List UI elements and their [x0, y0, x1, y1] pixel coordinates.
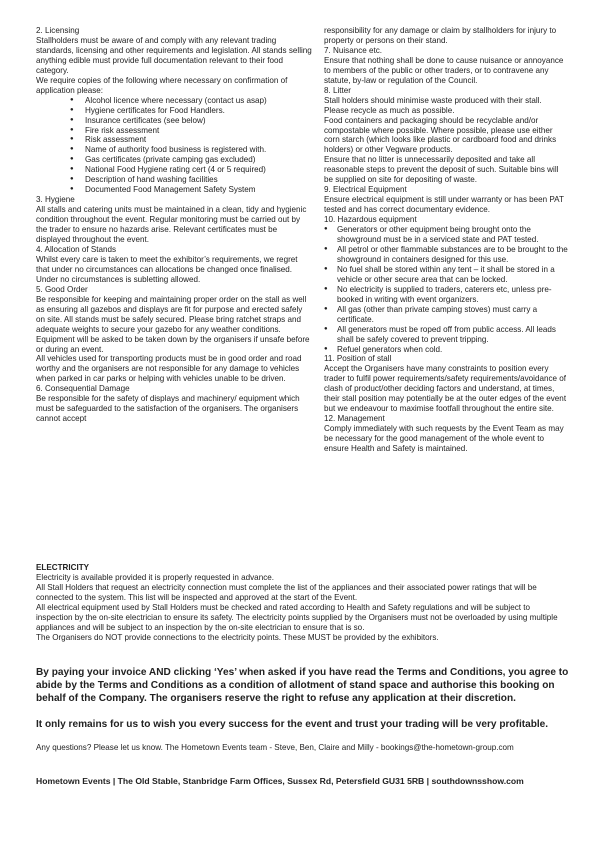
- licensing-document-list: [36, 96, 312, 196]
- electricity-heading: ELECTRICITY: [36, 563, 90, 572]
- left-column: [36, 26, 312, 424]
- footer-address: Hometown Events | The Old Stable, Stanbridge Farm Offices, Sussex Rd, Petersfield GU31 5RB | southdownsshow.com: [36, 776, 524, 786]
- list-item: ● Risk assessment: [36, 135, 312, 145]
- electricity-paragraph: All electrical equipment used by Stall Holders must be checked and rated according to Health and Safety regulations and will be subject to inspection by the on-site electrician to ensure its safety. The electricity points supplied by the Organisers must not be overloaded by using multiple appliances and will be subject to an inspection by the on-site electrician to ensure that is so.: [36, 602, 558, 632]
- list-item: ● National Food Hygiene rating cert (4 or 5 required): [36, 165, 312, 175]
- consequential-damage-continued: responsibility for any damage or claim by stallholders for injury to property or persons on their stand.: [324, 26, 557, 45]
- list-item: ● All gas (other than private camping stoves) must carry a certificate.: [324, 305, 568, 325]
- list-item: ● Alcohol licence where necessary (contact us asap): [36, 96, 312, 106]
- section-heading-hygiene: 3. Hygiene: [36, 195, 75, 205]
- section-heading-nuisance: 7. Nuisance etc.: [324, 45, 383, 55]
- licensing-paragraph: Stallholders must be aware of and comply with any relevant trading standards, licensing and other requirements and legislation. All stands selling anything edible must provide full documentation relevant to their food category.: [36, 35, 312, 75]
- contact-line: Any questions? Please let us know. The Hometown Events team - Steve, Ben, Claire and Milly - bookings@the-hometown-group.com: [36, 743, 514, 752]
- list-item: ● Description of hand washing facilities: [36, 175, 312, 185]
- hygiene-paragraph: All stalls and catering units must be maintained in a clean, tidy and hygienic condition throughout the event. Regular monitoring must be carried out by the trader to ensure no hazards arise. Relevant certificates must be displayed throughout the event.: [36, 205, 307, 245]
- licensing-requirements-intro: We require copies of the following where necessary on confirmation of application please:: [36, 75, 288, 95]
- litter-paragraph: Stall holders should minimise waste produced with their stall. Please recycle as much as possible.: [324, 95, 542, 115]
- list-item: ● Documented Food Management Safety System: [36, 185, 312, 195]
- list-item: ● Insurance certificates (see below): [36, 116, 312, 126]
- electricity-paragraph: The Organisers do NOT provide connections to the electricity points. These MUST be provided by the exhibitors.: [36, 632, 439, 642]
- section-heading-good-order: 5. Good Order: [36, 284, 88, 294]
- list-item: ● Hygiene certificates for Food Handlers.: [36, 106, 312, 116]
- list-item: ● Refuel generators when cold.: [324, 345, 568, 355]
- list-item: ● No fuel shall be stored within any tent – it shall be stored in a vehicle or other secure area that can be locked.: [324, 265, 568, 285]
- list-item: ● All petrol or other flammable substances are to be brought to the showground in containers designed for this use.: [324, 245, 568, 265]
- list-item: ● Gas certificates (private camping gas excluded): [36, 155, 312, 165]
- nuisance-paragraph: Ensure that nothing shall be done to cause nuisance or annoyance to members of the public or other traders, or to contravene any statute, by-law or regulation of the Council.: [324, 55, 564, 85]
- list-item: ● Name of authority food business is registered with.: [36, 145, 312, 155]
- hazardous-equipment-list: [324, 225, 568, 354]
- electricity-section: [36, 563, 566, 643]
- list-item: ● Generators or other equipment being brought onto the showground must be in a serviced state and PAT tested.: [324, 225, 568, 245]
- packaging-paragraph: Food containers and packaging should be recyclable and/or compostable where possible. Where possible, please use either corn starch (which looks like plastic or cardboard food and drinks holders) or other Vegware products.: [324, 115, 557, 155]
- consequential-damage-paragraph: Be responsible for the safety of displays and machinery/ equipment which must be safeguarded to the satisfaction of the organisers. The organisers cannot accept: [36, 394, 300, 424]
- good-order-paragraph: Be responsible for keeping and maintaining proper order on the stall as well as ensuring all gazebos and displays are fit for purpose and erected safely on site. All stands must be safely secured. Please bring ratchet straps and adequate weights to secure your gazebo for any weather conditions. Equipment will be asked to be taken down by the organisers if unsafe before or during an event.: [36, 294, 310, 354]
- position-of-stall-paragraph: Accept the Organisers have many constraints to position every trader to fulfil power requirements/safety requirements/avoidance of clash of product/other deciding factors and understand, at times, their stall position may potentially be at the outer edges of the event but we endeavour to maximise footfall throughout the entire site.: [324, 364, 567, 414]
- section-heading-position-of-stall: 11. Position of stall: [324, 354, 392, 364]
- section-heading-litter: 8. Litter: [324, 85, 351, 95]
- list-item: ● All generators must be roped off from public access. All leads shall be safely covered to prevent tripping.: [324, 325, 568, 345]
- litter-deposit-paragraph: Ensure that no litter is unnecessarily deposited and take all reasonable steps to prevent the deposit of such. Suitable bins will be supplied on site for depositing of waste.: [324, 155, 559, 185]
- list-item: ● No electricity is supplied to traders, caterers etc, unless pre-booked in writing with event organizers.: [324, 285, 568, 305]
- electrical-equipment-paragraph: Ensure electrical equipment is still under warranty or has been PAT tested and has correct documentary evidence.: [324, 195, 564, 215]
- list-item: ● Fire risk assessment: [36, 126, 312, 136]
- electricity-paragraph: All Stall Holders that request an electricity connection must complete the list of the appliances and their associated power ratings that will be connected to the system. This list will be inspected and approved at the start of the Event.: [36, 582, 537, 602]
- vehicles-paragraph: All vehicles used for transporting products must be in good order and road worthy and the organisers are not responsible for any damage to vehicles when parked in car parks or helping with vehicles unable to be driven.: [36, 354, 302, 384]
- section-heading-licensing: 2. Licensing: [36, 26, 80, 35]
- right-column: [324, 26, 568, 454]
- terms-agreement-statement: By paying your invoice AND clicking ‘Yes’ when asked if you have read the Terms and Conditions, you agree to abide by the Terms and Conditions as a condition of allotment of stand space and authorise this booking on behalf of the Company. The organisers reserve the right to refuse any application at their discretion.: [36, 667, 569, 704]
- section-heading-consequential-damage: 6. Consequential Damage: [36, 384, 130, 394]
- section-heading-allocation: 4. Allocation of Stands: [36, 244, 117, 254]
- management-paragraph: Comply immediately with such requests by the Event Team as may be necessary for the good management of the whole event to ensure Health and Safety is maintained.: [324, 424, 564, 454]
- closing-wish: It only remains for us to wish you every success for the event and trust your trading will be very profitable.: [36, 719, 549, 730]
- section-heading-electrical-equipment: 9. Electrical Equipment: [324, 185, 407, 195]
- section-heading-management: 12. Management: [324, 414, 385, 424]
- allocation-paragraph: Whilst every care is taken to meet the exhibitor’s requirements, we regret that under no circumstances can allocations be changed once finalised. Under no circumstances is subletting allowed.: [36, 254, 298, 284]
- electricity-paragraph: Electricity is available provided it is properly requested in advance.: [36, 572, 274, 582]
- section-heading-hazardous-equipment: 10. Hazardous equipment: [324, 215, 417, 225]
